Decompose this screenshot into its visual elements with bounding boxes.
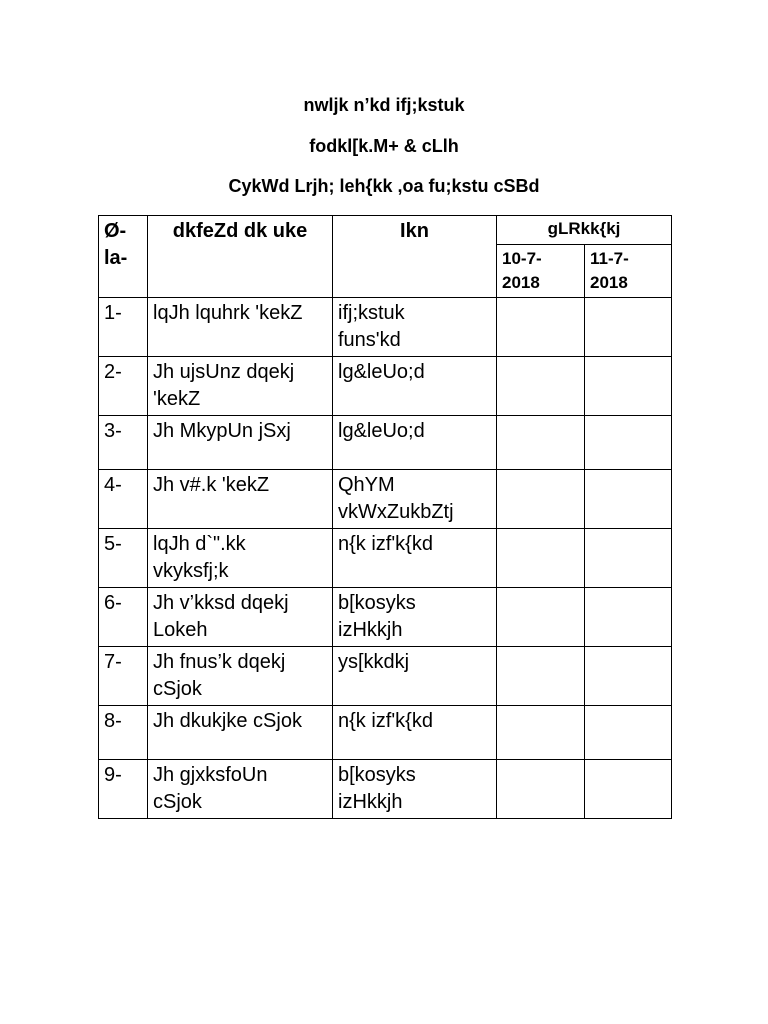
serial-cell: 1- bbox=[99, 298, 148, 357]
post-cell: n{k izf'k{kd bbox=[333, 529, 497, 588]
signature-cell-date-1 bbox=[497, 588, 585, 647]
table-row bbox=[99, 357, 672, 416]
header-date-1: 10-7- 2018 bbox=[497, 245, 585, 298]
signature-cell-date-1 bbox=[497, 647, 585, 706]
post-cell: ifj;kstuk funs'kd bbox=[333, 298, 497, 357]
name-cell: lqJh lquhrk 'kekZ bbox=[148, 298, 333, 357]
header-signature-group: gLRkk{kj bbox=[497, 216, 672, 245]
signature-cell-date-2 bbox=[585, 760, 672, 819]
post-cell: ys[kkdkj bbox=[333, 647, 497, 706]
serial-cell: 6- bbox=[99, 588, 148, 647]
serial-cell: 9- bbox=[99, 760, 148, 819]
post-cell: lg&leUo;d bbox=[333, 357, 497, 416]
heading-line-3: CykWd Lrjh; leh{kk ,oa fu;kstu cSBd bbox=[228, 176, 540, 196]
post-cell: b[kosyks izHkkjh bbox=[333, 588, 497, 647]
table-row bbox=[99, 760, 672, 819]
header-serial: Ø- la- bbox=[99, 216, 148, 298]
name-cell: Jh gjxksfoUn cSjok bbox=[148, 760, 333, 819]
signature-cell-date-1 bbox=[497, 298, 585, 357]
signature-cell-date-1 bbox=[497, 529, 585, 588]
signature-cell-date-2 bbox=[585, 357, 672, 416]
attendance-table bbox=[98, 215, 672, 819]
signature-cell-date-1 bbox=[497, 416, 585, 470]
signature-cell-date-2 bbox=[585, 470, 672, 529]
header-place: Ikn bbox=[333, 216, 497, 298]
table-row bbox=[99, 706, 672, 760]
header-date-2: 11-7- 2018 bbox=[585, 245, 672, 298]
post-cell: b[kosyks izHkkjh bbox=[333, 760, 497, 819]
signature-cell-date-1 bbox=[497, 470, 585, 529]
signature-cell-date-2 bbox=[585, 298, 672, 357]
table-row bbox=[99, 470, 672, 529]
name-cell: Jh MkypUn jSxj bbox=[148, 416, 333, 470]
table-row bbox=[99, 647, 672, 706]
table-row bbox=[99, 529, 672, 588]
signature-cell-date-2 bbox=[585, 588, 672, 647]
name-cell: Jh ujsUnz dqekj 'kekZ bbox=[148, 357, 333, 416]
table-body bbox=[99, 298, 672, 819]
name-cell: lqJh d`".kk vkyksfj;k bbox=[148, 529, 333, 588]
signature-cell-date-1 bbox=[497, 760, 585, 819]
post-cell: QhYM vkWxZukbZtj bbox=[333, 470, 497, 529]
table-row bbox=[99, 588, 672, 647]
name-cell: Jh v’kksd dqekj Lokeh bbox=[148, 588, 333, 647]
signature-cell-date-2 bbox=[585, 647, 672, 706]
serial-cell: 8- bbox=[99, 706, 148, 760]
post-cell: n{k izf'k{kd bbox=[333, 706, 497, 760]
heading-line-2: fodkl[k.M+ & cLlh bbox=[309, 136, 459, 156]
serial-cell: 5- bbox=[99, 529, 148, 588]
serial-cell: 2- bbox=[99, 357, 148, 416]
name-cell: Jh dkukjke cSjok bbox=[148, 706, 333, 760]
table-row bbox=[99, 416, 672, 470]
heading-line-1: nwljk n’kd ifj;kstuk bbox=[303, 95, 465, 115]
signature-cell-date-2 bbox=[585, 529, 672, 588]
signature-cell-date-1 bbox=[497, 357, 585, 416]
name-cell: Jh v#.k 'kekZ bbox=[148, 470, 333, 529]
serial-cell: 3- bbox=[99, 416, 148, 470]
post-cell: lg&leUo;d bbox=[333, 416, 497, 470]
serial-cell: 4- bbox=[99, 470, 148, 529]
signature-cell-date-2 bbox=[585, 706, 672, 760]
signature-cell-date-2 bbox=[585, 416, 672, 470]
table-row bbox=[99, 298, 672, 357]
name-cell: Jh fnus’k dqekj cSjok bbox=[148, 647, 333, 706]
serial-cell: 7- bbox=[99, 647, 148, 706]
header-work-name: dkfeZd dk uke bbox=[148, 216, 333, 298]
signature-cell-date-1 bbox=[497, 706, 585, 760]
